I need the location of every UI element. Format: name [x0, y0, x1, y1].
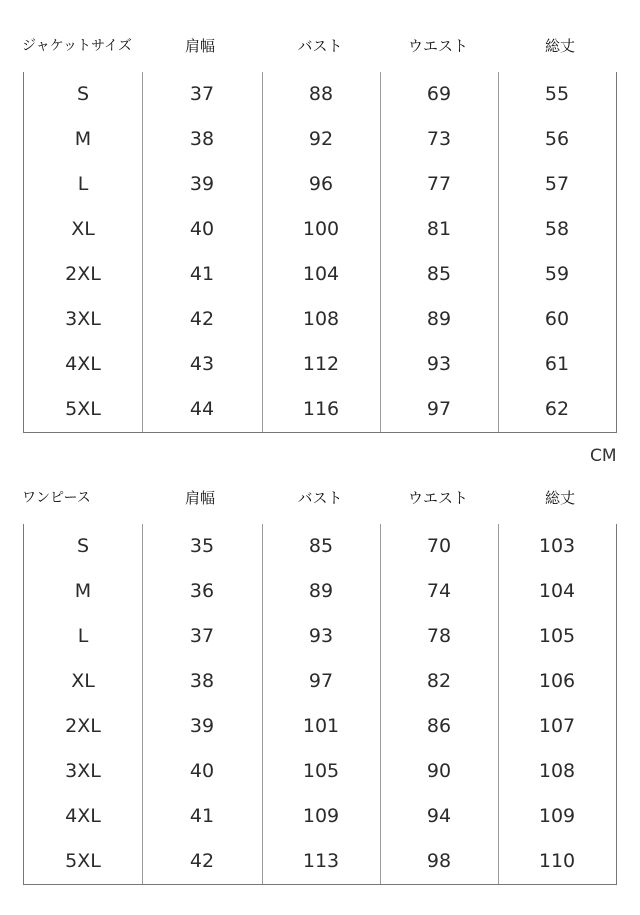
- bust-cell: 101: [302, 715, 340, 737]
- header-length: 総丈: [544, 489, 575, 507]
- bust-cell: 113: [302, 850, 340, 872]
- bust-cell: 104: [302, 263, 340, 285]
- shoulder-cell: 41: [189, 805, 215, 827]
- size-cell: M: [74, 128, 92, 150]
- waist-cell: 74: [426, 580, 452, 602]
- bust-cell: 93: [308, 625, 334, 647]
- size-cell: 3XL: [65, 308, 101, 330]
- size-cell: 2XL: [65, 263, 101, 285]
- size-cell: XL: [71, 670, 95, 692]
- waist-cell: 86: [426, 715, 452, 737]
- waist-cell: 97: [426, 398, 452, 420]
- length-cell: 110: [538, 850, 576, 872]
- table-row: [24, 117, 616, 162]
- table-row: [24, 659, 616, 704]
- bust-cell: 112: [302, 353, 340, 375]
- waist-cell: 73: [426, 128, 452, 150]
- unit-label: CM: [590, 446, 617, 466]
- table-header: [0, 28, 640, 72]
- length-cell: 57: [544, 173, 570, 195]
- shoulder-cell: 42: [189, 308, 215, 330]
- waist-cell: 82: [426, 670, 452, 692]
- waist-cell: 81: [426, 218, 452, 240]
- size-cell: XL: [71, 218, 95, 240]
- size-cell: L: [77, 625, 89, 647]
- length-cell: 59: [544, 263, 570, 285]
- size-cell: 5XL: [65, 398, 101, 420]
- size-cell: 5XL: [65, 850, 101, 872]
- shoulder-cell: 37: [189, 83, 215, 105]
- shoulder-cell: 38: [189, 670, 215, 692]
- length-cell: 108: [538, 760, 576, 782]
- header-waist: ウエスト: [407, 37, 468, 55]
- table-row: [24, 704, 616, 749]
- length-cell: 60: [544, 308, 570, 330]
- waist-cell: 69: [426, 83, 452, 105]
- header-size: ジャケットサイズ: [22, 38, 132, 54]
- table-row: [24, 72, 616, 117]
- table-row: [24, 839, 616, 884]
- size-cell: S: [76, 83, 90, 105]
- table-row: [24, 749, 616, 794]
- waist-cell: 98: [426, 850, 452, 872]
- length-cell: 55: [544, 83, 570, 105]
- bust-cell: 108: [302, 308, 340, 330]
- length-cell: 58: [544, 218, 570, 240]
- length-cell: 61: [544, 353, 570, 375]
- table-row: [24, 387, 616, 432]
- shoulder-cell: 42: [189, 850, 215, 872]
- jacket-size-table: [0, 28, 640, 433]
- table-body: [23, 72, 617, 433]
- shoulder-cell: 37: [189, 625, 215, 647]
- shoulder-cell: 41: [189, 263, 215, 285]
- length-cell: 106: [538, 670, 576, 692]
- shoulder-cell: 36: [189, 580, 215, 602]
- waist-cell: 85: [426, 263, 452, 285]
- table-row: [24, 162, 616, 207]
- header-size: ワンピース: [22, 490, 91, 506]
- table-row: [24, 252, 616, 297]
- table-row: [24, 794, 616, 839]
- bust-cell: 88: [308, 83, 334, 105]
- size-cell: L: [77, 173, 89, 195]
- size-cell: 4XL: [65, 805, 101, 827]
- bust-cell: 109: [302, 805, 340, 827]
- waist-cell: 70: [426, 535, 452, 557]
- waist-cell: 90: [426, 760, 452, 782]
- length-cell: 56: [544, 128, 570, 150]
- table-row: [24, 342, 616, 387]
- bust-cell: 89: [308, 580, 334, 602]
- length-cell: 107: [538, 715, 576, 737]
- table-body: [23, 524, 617, 885]
- shoulder-cell: 44: [189, 398, 215, 420]
- size-cell: 2XL: [65, 715, 101, 737]
- size-cell: S: [76, 535, 90, 557]
- shoulder-cell: 38: [189, 128, 215, 150]
- table-header: [0, 480, 640, 524]
- table-row: [24, 207, 616, 252]
- size-cell: 3XL: [65, 760, 101, 782]
- size-cell: M: [74, 580, 92, 602]
- length-cell: 104: [538, 580, 576, 602]
- shoulder-cell: 39: [189, 715, 215, 737]
- bust-cell: 85: [308, 535, 334, 557]
- header-bust: バスト: [297, 489, 343, 507]
- table-row: [24, 524, 616, 569]
- waist-cell: 77: [426, 173, 452, 195]
- bust-cell: 96: [308, 173, 334, 195]
- length-cell: 103: [538, 535, 576, 557]
- length-cell: 105: [538, 625, 576, 647]
- waist-cell: 78: [426, 625, 452, 647]
- dress-size-table: [0, 480, 640, 885]
- size-cell: 4XL: [65, 353, 101, 375]
- bust-cell: 105: [302, 760, 340, 782]
- shoulder-cell: 40: [189, 760, 215, 782]
- bust-cell: 100: [302, 218, 340, 240]
- header-shoulder-width: 肩幅: [184, 37, 215, 55]
- waist-cell: 94: [426, 805, 452, 827]
- shoulder-cell: 40: [189, 218, 215, 240]
- shoulder-cell: 39: [189, 173, 215, 195]
- header-shoulder-width: 肩幅: [184, 489, 215, 507]
- header-waist: ウエスト: [407, 489, 468, 507]
- table-row: [24, 614, 616, 659]
- length-cell: 109: [538, 805, 576, 827]
- bust-cell: 92: [308, 128, 334, 150]
- header-length: 総丈: [544, 37, 575, 55]
- bust-cell: 97: [308, 670, 334, 692]
- shoulder-cell: 43: [189, 353, 215, 375]
- waist-cell: 89: [426, 308, 452, 330]
- header-bust: バスト: [297, 37, 343, 55]
- bust-cell: 116: [302, 398, 340, 420]
- waist-cell: 93: [426, 353, 452, 375]
- table-row: [24, 297, 616, 342]
- shoulder-cell: 35: [189, 535, 215, 557]
- length-cell: 62: [544, 398, 570, 420]
- table-row: [24, 569, 616, 614]
